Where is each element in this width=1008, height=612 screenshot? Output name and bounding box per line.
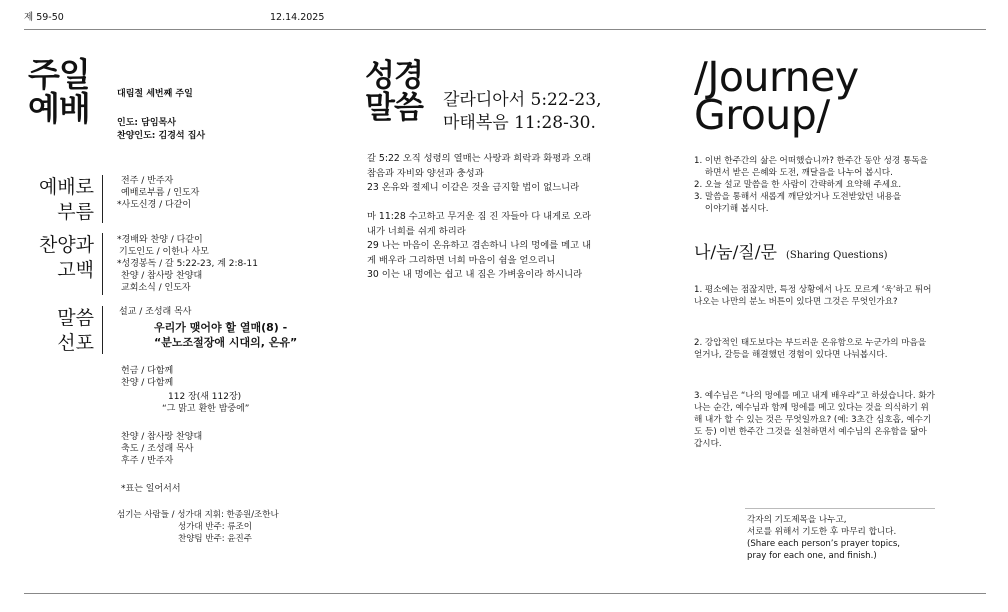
- top-rule: [24, 29, 986, 30]
- closing-divider: [745, 508, 935, 509]
- praise-items: [117, 234, 258, 294]
- issue-number: 제 59-50: [24, 12, 64, 23]
- sharing-question-2: 2. 강압적인 태도보다는 부드러운 온유함으로 누군가의 마음을 얻거나, 갈등을 해결했던 경험이 있다면 나눠봅시다.: [694, 338, 927, 360]
- praise-item: *경배와 찬양 / 다같이: [117, 235, 203, 245]
- praise-item: 찬양 / 참사랑 찬양대: [121, 271, 203, 281]
- sharing-heading: [694, 238, 888, 263]
- closing-item: 찬양 / 참사랑 찬양대: [121, 432, 203, 442]
- closing-item: 축도 / 조성래 목사: [121, 444, 194, 454]
- sharing-question-3: 3. 예수님은 “나의 멍에를 메고 내게 배우라”고 하셨습니다. 화가 나는 순간, 예수님과 함께 멍에를 메고 있다는 것을 의식하기 위 해 내가 할 수 있는 것은 무엇일까요? (예: 3초간 심호흡, 예수기 도 등) 이번 한주간 그것을 실천하면서 예수님의 온유함을 닮아 갑시다.: [694, 391, 935, 449]
- servants-line1: 섬기는 사람들 / 성가대 지휘: 한종원/조한나: [117, 510, 279, 520]
- journey-title: [694, 53, 859, 139]
- scripture-passage: [367, 152, 591, 283]
- closing-items: [121, 431, 202, 467]
- journey-intro: [694, 155, 928, 215]
- passage-line: [367, 196, 591, 211]
- scripture-reference: [443, 89, 601, 135]
- closing-item: 후주 / 반주자: [121, 456, 174, 466]
- praise-item: *성경봉독 / 갈 5:22-23, 계 2:8-11: [117, 259, 258, 269]
- scripture-reference-line2: 마태복음 11:28-30.: [443, 113, 596, 133]
- servants-line2: 성가대 반주: 류조이: [178, 522, 252, 532]
- sermon-item: 설교 / 조성래 목사: [119, 307, 192, 317]
- passage-line: 29 나는 마음이 온유하고 겸손하니 나의 멍에를 메고 내: [367, 240, 592, 251]
- calling-item: *사도신경 / 다같이: [117, 200, 192, 210]
- hymn-title: “그 맑고 환한 밤중에”: [162, 404, 250, 414]
- scripture-title: [365, 60, 423, 124]
- worship-title-line1: 주일: [28, 55, 90, 94]
- journey-title-line1: /Journey: [694, 53, 859, 101]
- praise-leader: 찬양인도: 김경석 집사: [117, 131, 206, 141]
- sharing-subtitle: (Sharing Questions): [785, 250, 888, 261]
- worship-title: [28, 55, 90, 128]
- word-divider: [102, 306, 103, 354]
- sharing-title: 나/눔/질/문: [694, 243, 777, 263]
- worship-leader: 인도: 담임목사: [117, 118, 176, 128]
- calling-divider: [102, 175, 103, 223]
- closing-instructions: 각자의 기도제목을 나누고, 서로를 위해서 기도한 후 마무리 합니다. (Share each person’s prayer topics, pray for each one, and finish.): [747, 515, 901, 561]
- passage-line: 갈 5:22 오직 성령의 열매는 사랑과 희락과 화평과 오래: [367, 153, 592, 164]
- passage-line: 내가 너희를 쉬게 하리라: [367, 225, 466, 237]
- section-praise: 찬양과 고백: [38, 234, 94, 281]
- scripture-reference-line1: 갈라디아서 5:22-23,: [443, 90, 602, 110]
- calling-item: 예배로부름 / 인도자: [121, 188, 200, 198]
- praise-item: 교회소식 / 인도자: [121, 283, 191, 293]
- praise-all-item: 찬양 / 다함께: [121, 378, 174, 388]
- section-calling: 예배로 부름: [38, 176, 94, 223]
- praise-item: 기도인도 / 이한나 사모: [119, 247, 209, 257]
- hymn-number: 112 장(새 112장): [168, 392, 242, 402]
- section-word: 말씀 선포: [57, 307, 94, 354]
- sermon-title-line2: “분노조절장애 시대의, 온유”: [154, 336, 298, 349]
- praise-divider: [102, 233, 103, 295]
- passage-line: 23 온유와 절제니 이같은 것을 금지할 법이 없느니라: [367, 182, 580, 193]
- passage-line: 마 11:28 수고하고 무거운 짐 진 자들아 다 내게로 오라: [367, 211, 592, 222]
- sermon-title-line1: 우리가 맺어야 할 열매(8) -: [154, 321, 288, 334]
- standing-note: *표는 일어서서: [121, 484, 181, 494]
- sharing-question-1: 1. 평소에는 점잖지만, 특정 상황에서 나도 모르게 ‘욱’하고 튀어 나오는 나만의 분노 버튼이 있다면 그것은 무엇인가요?: [694, 285, 932, 307]
- calling-items: [117, 175, 199, 211]
- worship-title-line2: 예배: [28, 89, 90, 128]
- scripture-title-line2: 말씀: [365, 90, 423, 126]
- servants-line3: 찬양팀 반주: 윤진주: [178, 534, 252, 544]
- sunday-name: 대림절 세번째 주일: [117, 89, 193, 99]
- calling-item: 전주 / 반주자: [121, 176, 174, 186]
- intro-line: 2. 오늘 설교 말씀을 한 사람이 간략하게 요약해 주세요.: [694, 180, 902, 190]
- intro-line: 1. 이번 한주간의 삶은 어떠했습니까? 한주간 동안 성경 통독을: [694, 156, 928, 166]
- journey-title-line2: Group/: [694, 91, 830, 139]
- intro-line: 이야기해 봅시다.: [694, 204, 769, 214]
- intro-line: 하면서 받은 은혜와 도전, 깨달음을 나누어 봅시다.: [694, 168, 893, 178]
- scripture-title-line1: 성경: [365, 58, 423, 94]
- passage-line: 게 배우라 그리하면 너희 마음이 쉼을 얻으리니: [367, 254, 556, 266]
- offering-item: 헌금 / 다함께: [121, 366, 174, 376]
- passage-line: 참음과 자비와 양선과 충성과: [367, 167, 484, 179]
- intro-line: 3. 말씀을 통해서 새롭게 깨닫았거나 도전받았던 내용을: [694, 192, 902, 202]
- bottom-rule: [24, 593, 986, 594]
- bulletin-date: 12.14.2025: [270, 12, 325, 23]
- passage-line: 30 이는 내 멍에는 쉽고 내 짐은 가벼움이라 하시니라: [367, 269, 583, 280]
